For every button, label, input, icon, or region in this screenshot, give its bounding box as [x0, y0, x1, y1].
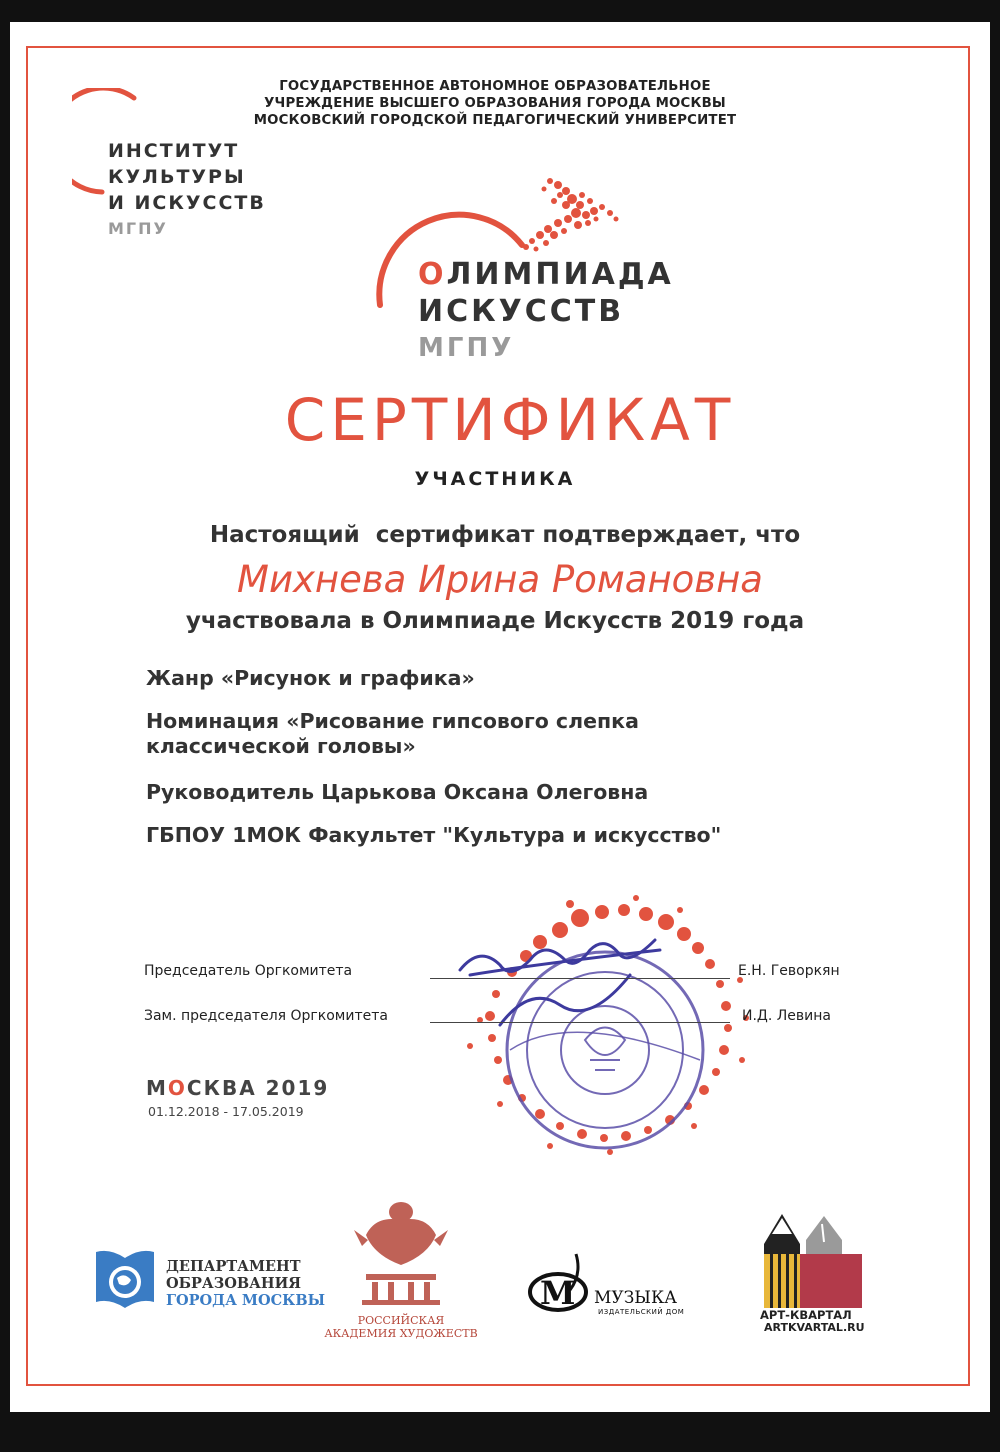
olympiad-line-2: ИСКУССТВ — [418, 294, 625, 329]
sign-name-chairman: Е.Н. Геворкян — [738, 963, 840, 979]
confirm-text: Настоящий сертификат подтверждает, что — [209, 522, 801, 548]
department-line-2: ОБРАЗОВАНИЯ — [166, 1275, 302, 1292]
music-publisher-logo-icon — [526, 1250, 596, 1320]
department-line-3: ГОРОДА МОСКВЫ — [166, 1292, 326, 1309]
gov-line-1: ГОСУДАРСТВЕННОЕ АВТОНОМНОЕ ОБРАЗОВАТЕЛЬНОЕ — [279, 79, 711, 94]
gov-line-2: УЧРЕЖДЕНИЕ ВЫСШЕГО ОБРАЗОВАНИЯ ГОРОДА МОСКВЫ — [264, 96, 726, 111]
academy-eagle-emblem-icon — [346, 1190, 456, 1310]
art-kvartal-site: ARTKVARTAL.RU — [764, 1321, 865, 1334]
svg-text:M: M — [540, 1274, 576, 1312]
institute-logo-text — [108, 138, 266, 242]
academy-logo-text — [322, 1314, 480, 1340]
city-rest: СКВА 2019 — [186, 1076, 330, 1100]
sign-line-deputy — [430, 1022, 730, 1023]
genre-text: Жанр «Рисунок и графика» — [146, 666, 475, 690]
signature-scribble — [440, 925, 700, 1045]
academy-line-2: АКАДЕМИЯ ХУДОЖЕСТВ — [324, 1327, 478, 1340]
institute-line-1: ИНСТИТУТ — [108, 140, 240, 162]
music-logo-sub: ИЗДАТЕЛЬСКИЙ ДОМ — [598, 1308, 685, 1316]
participation-text: участвовала в Олимпиаде Искусств 2019 года — [185, 608, 805, 634]
department-logo-text — [166, 1258, 325, 1309]
university-header — [250, 78, 740, 129]
dove-icon — [520, 175, 630, 265]
olympiad-first-letter: О — [418, 257, 447, 292]
city-o-letter: О — [167, 1076, 187, 1100]
sign-line-chairman — [430, 978, 730, 979]
participant-name: Михнева Ирина Романовна — [237, 558, 763, 601]
olympiad-line-1 — [418, 256, 674, 293]
music-logo-name: МУЗЫКА — [594, 1288, 678, 1308]
certificate-subtitle: УЧАСТНИКА — [414, 468, 576, 490]
institution-text: ГБПОУ 1МОК Факультет "Культура и искусство" — [146, 823, 722, 847]
institute-line-4: МГПУ — [108, 219, 168, 238]
supervisor-text: Руководитель Царькова Оксана Олеговна — [146, 780, 649, 804]
sign-role-chairman: Председатель Оргкомитета — [144, 963, 353, 979]
olympiad-line-3: МГПУ — [418, 333, 515, 363]
institute-line-3: И ИСКУССТВ — [108, 192, 266, 214]
olympiad-line-1-rest: ЛИМПИАДА — [446, 257, 674, 292]
city-year — [146, 1076, 329, 1100]
city-first-letter: М — [146, 1076, 168, 1100]
sign-role-deputy: Зам. председателя Оргкомитета — [144, 1008, 388, 1024]
olympiad-logo-text — [418, 256, 674, 367]
certificate-title: СЕРТИФИКАТ — [284, 386, 736, 454]
academy-line-1: РОССИЙСКАЯ — [357, 1314, 445, 1327]
event-dates: 01.12.2018 - 17.05.2019 — [148, 1104, 304, 1119]
art-kvartal-pencils-icon — [764, 1214, 864, 1308]
sign-name-deputy: И.Д. Левина — [742, 1008, 831, 1024]
nomination-text: Номинация «Рисование гипсового слепка классической головы» — [146, 709, 639, 758]
art-kvartal-name: АРТ-КВАРТАЛ — [760, 1308, 852, 1322]
department-book-globe-icon — [92, 1248, 158, 1318]
department-line-1: ДЕПАРТАМЕНТ — [166, 1258, 301, 1275]
institute-line-2: КУЛЬТУРЫ — [108, 166, 246, 188]
gov-line-3: МОСКОВСКИЙ ГОРОДСКОЙ ПЕДАГОГИЧЕСКИЙ УНИВЕРСИТЕТ — [253, 113, 737, 128]
